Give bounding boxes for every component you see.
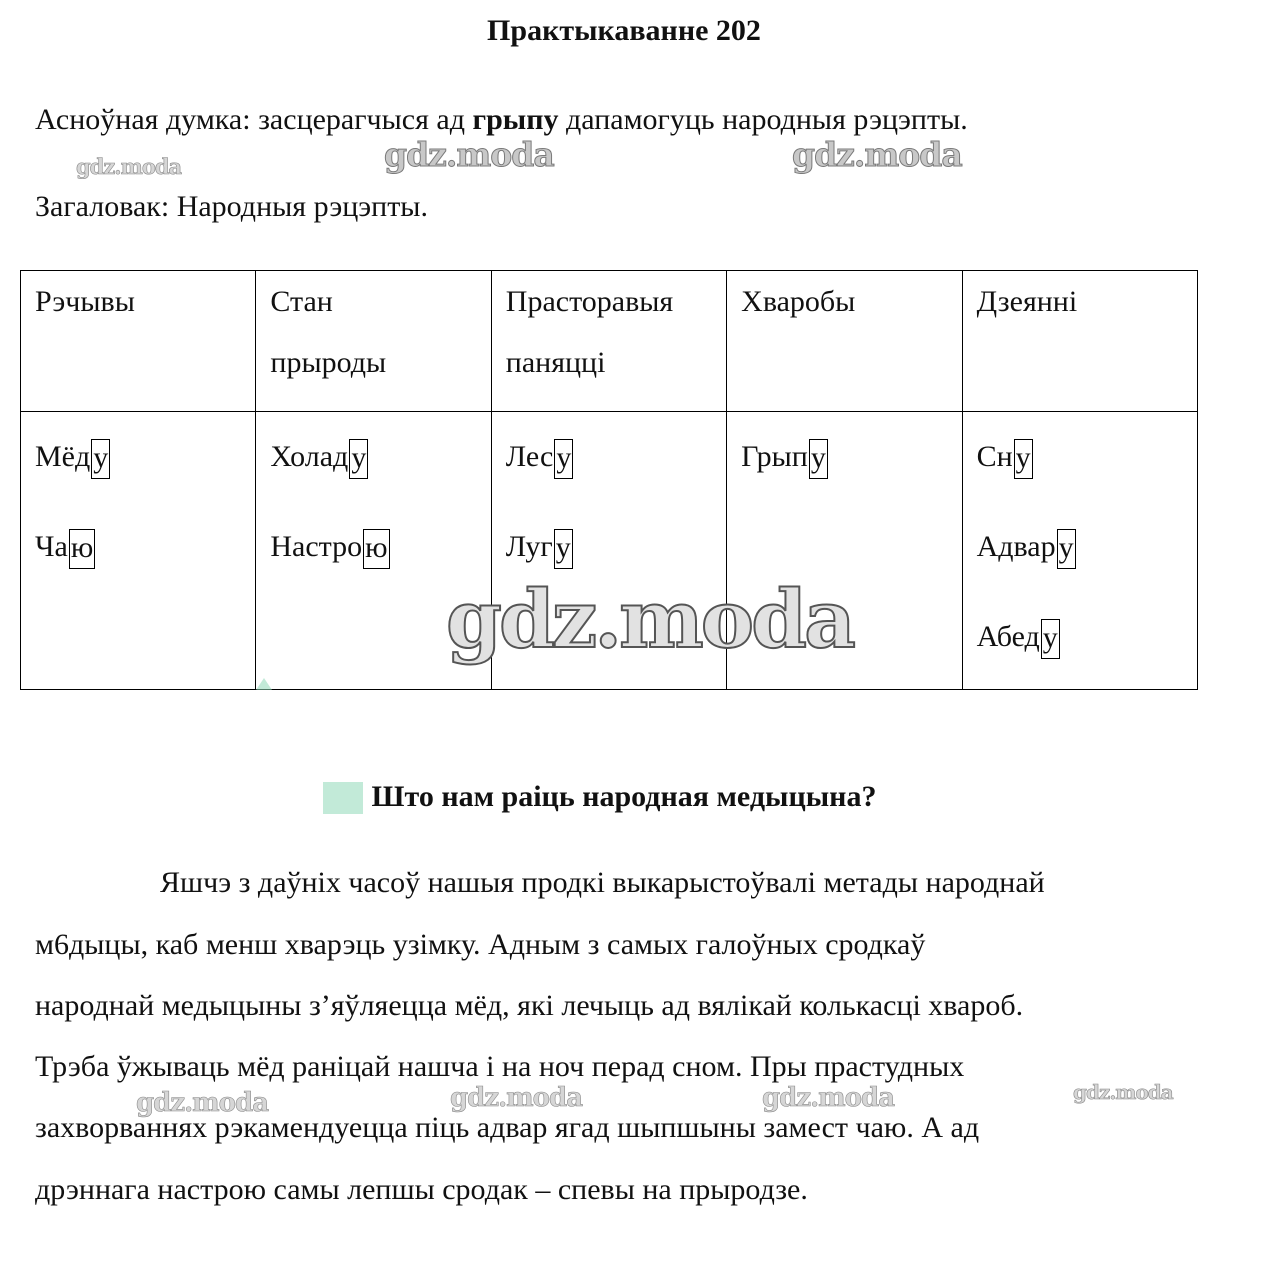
header-cell-spatial-concepts: Прасторавыя паняцці: [491, 271, 726, 412]
header-cell-actions: Дзеянні: [962, 271, 1197, 412]
word-ending-box: у: [91, 439, 110, 479]
table-word: Настро ю: [270, 502, 476, 592]
page-title: Практыкаванне 202: [487, 14, 761, 47]
header-cell-substances: Рэчывы: [21, 271, 256, 412]
watermark: gdz.moda: [384, 135, 554, 174]
table-word: Сн у: [977, 412, 1183, 502]
watermark: gdz.moda: [450, 1083, 583, 1113]
watermark: gdz.moda: [76, 154, 182, 179]
table-word: Мёд у: [35, 412, 241, 502]
header-cell-diseases: Хваробы: [727, 271, 962, 412]
word-ending-box: у: [1057, 529, 1076, 569]
table-word: Луг у: [506, 502, 712, 592]
heading-line: Загаловак: Народныя рэцэпты.: [35, 190, 428, 223]
essay-line: дрэннага настрою самы лепшы сродак – спевы на прыродзе.: [35, 1173, 808, 1206]
word-ending-box: ю: [69, 529, 95, 569]
header-cell-nature-state: Стан прыроды: [256, 271, 491, 412]
cell-substances: [21, 412, 256, 690]
essay-line: Трэба ўжываць мёд раніцай нашча і на ноч перад сном. Пры прастудных: [35, 1050, 965, 1083]
word-ending-box: у: [554, 439, 573, 479]
essay-line: Яшчэ з даўніх часоў нашыя продкі выкарыстоўвалі метады народнай: [160, 866, 1045, 899]
watermark: gdz.moda: [1073, 1080, 1173, 1104]
essay-line: м6дыцы, каб менш хварэць узімку. Адным з самых галоўных сродкаў: [35, 928, 926, 961]
cell-actions: [962, 412, 1197, 690]
main-idea-line: [35, 103, 968, 137]
watermark: gdz.moda: [792, 135, 962, 174]
table-word: Холад у: [270, 412, 476, 502]
essay-line: народнай медыцыны з’яўляецца мёд, які лечыць ад вялікай колькасці хвароб.: [35, 989, 1024, 1022]
word-ending-box: у: [809, 439, 828, 479]
word-ending-box: у: [1014, 439, 1033, 479]
main-idea-bold-word: грыпу: [472, 103, 559, 136]
essay-line: захворваннях рэкамендуецца піць адвар ягад шыпшыны замест чаю. А ад: [35, 1111, 980, 1144]
main-idea-suffix: дапамогуць народныя рэцэпты.: [558, 103, 968, 136]
word-ending-box: у: [349, 439, 368, 479]
main-idea-prefix: Асноўная думка: засцерагчыся ад: [35, 103, 473, 136]
word-ending-box: у: [554, 529, 573, 569]
table-word: Лес у: [506, 412, 712, 502]
word-ending-box: ю: [363, 529, 389, 569]
essay-title: Што нам раіць народная медыцына?: [371, 780, 877, 813]
watermark: gdz.moda: [136, 1088, 269, 1118]
table-word: Ча ю: [35, 502, 241, 592]
table-word: Грып у: [741, 412, 947, 502]
watermark: gdz.moda: [446, 572, 853, 666]
table-word: Абед у: [977, 592, 1183, 682]
watermark: gdz.moda: [762, 1083, 895, 1113]
table-word: Адвар у: [977, 502, 1183, 592]
table-header-row: [21, 271, 1198, 412]
word-ending-box: у: [1041, 619, 1060, 659]
